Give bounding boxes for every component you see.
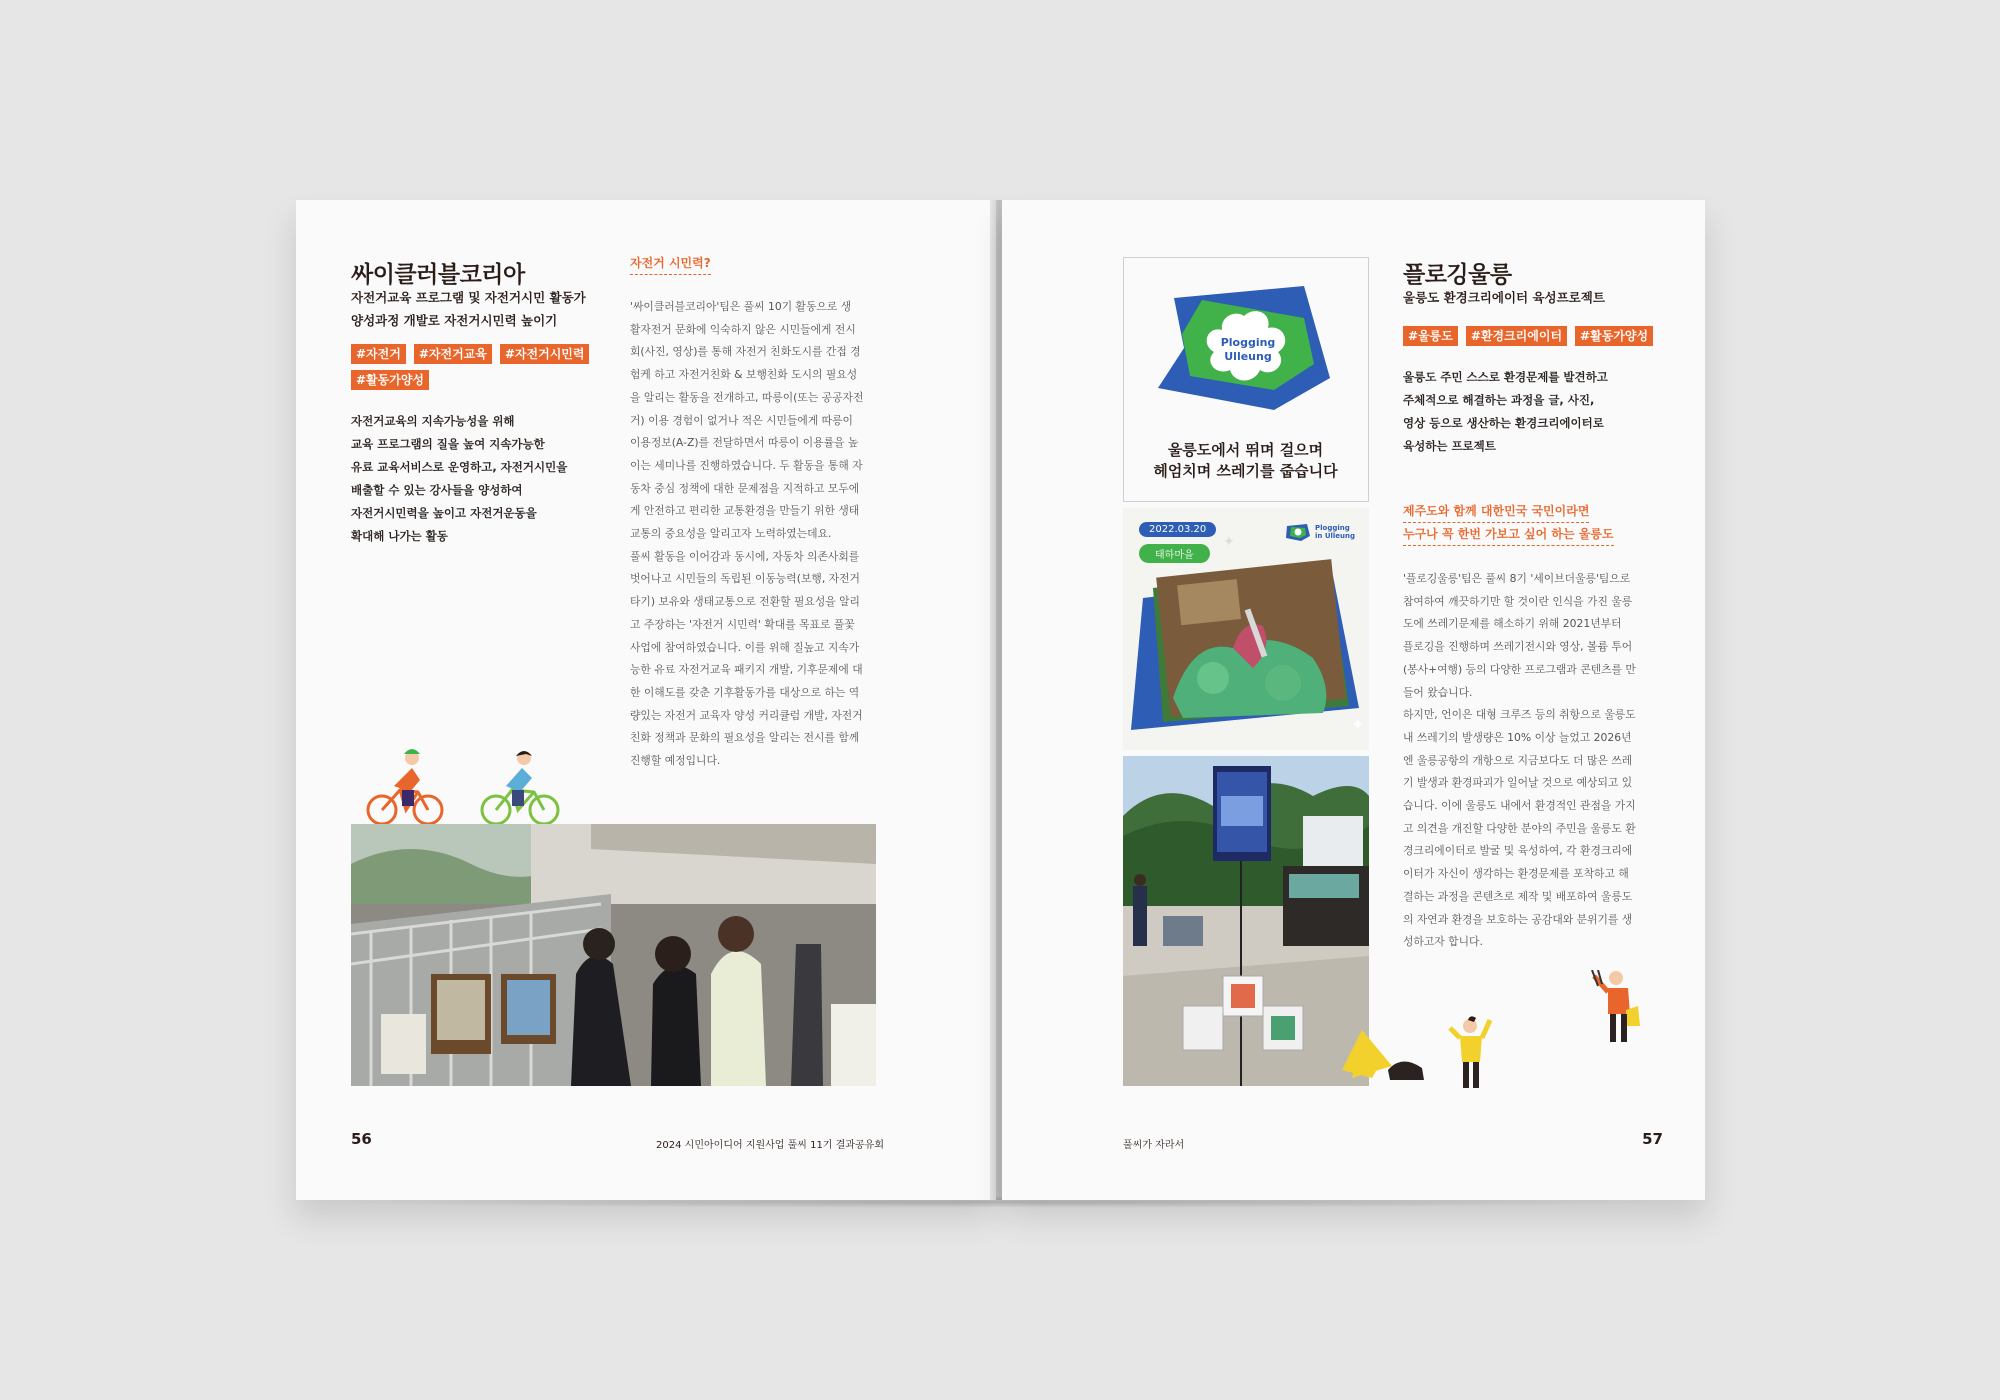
summary-line: 배출할 수 있는 강사들을 양성하여 xyxy=(351,483,523,497)
left-summary xyxy=(351,410,601,548)
logo-text-line: Ulleung xyxy=(1224,350,1272,363)
body-line: 하지만, 언이은 대형 크루즈 등의 취항으로 울릉도 xyxy=(1403,708,1636,722)
plogging-mini-logo xyxy=(1285,522,1311,542)
body-line: 고 주장하는 '자전거 시민력' 확대를 목표로 풀꽃 xyxy=(630,617,855,631)
tag: #활동가양성 xyxy=(351,370,429,390)
body-line: '싸이클러블코리아'팀은 풀씨 10기 활동으로 생 xyxy=(630,300,852,313)
cyclists-illustration xyxy=(366,740,566,826)
body-line: 결하는 과정을 콘텐츠로 제작 및 배포하여 울릉도 xyxy=(1403,889,1633,903)
body-line: 게 안전하고 편리한 교통환경을 만들기 위한 생태 xyxy=(630,504,860,518)
left-body xyxy=(630,296,882,773)
body-line: 험케 하고 자전거친화 & 보행친화 도시의 필요성 xyxy=(630,368,858,382)
summary-line: 육성하는 프로젝트 xyxy=(1403,439,1496,453)
body-line: 성하고자 합니다. xyxy=(1403,935,1483,949)
body-line: 회(사진, 영상)를 통해 자전거 친화도시를 간접 경 xyxy=(630,345,861,359)
right-tags xyxy=(1403,326,1663,346)
body-line: 을 알리는 활동을 전개하고, 따릉이(또는 공공자전 xyxy=(630,390,864,404)
body-line: 이용정보(A-Z)를 전달하면서 따릉이 이용률을 높 xyxy=(630,436,859,450)
page-number: 57 xyxy=(1642,1130,1663,1148)
right-title: 플로깅울릉 xyxy=(1403,262,1512,288)
right-subtitle: 울릉도 환경크리에이터 육성프로젝트 xyxy=(1403,290,1605,305)
svg-text:✦: ✦ xyxy=(1351,715,1365,734)
page-footer: 풀씨가 자라서 xyxy=(1123,1140,1185,1151)
logo-card-caption xyxy=(1124,440,1367,482)
mini-logo-line: in Ulleung xyxy=(1315,532,1356,540)
summary-line: 확대해 나가는 활동 xyxy=(351,529,448,543)
plogging-logo-card xyxy=(1123,257,1369,502)
mini-logo-line: Plogging xyxy=(1315,524,1350,532)
body-line: 경크리에이터로 발굴 및 육성하여, 각 환경크리에 xyxy=(1403,844,1633,858)
summary-line: 유료 교육서비스로 운영하고, 자전거시민을 xyxy=(351,460,568,474)
body-line: 습니다. 이에 울릉도 내에서 환경적인 관점을 가지 xyxy=(1403,799,1636,813)
tag: #울릉도 xyxy=(1403,326,1458,346)
event-booth-photo xyxy=(1123,756,1369,1086)
plogging-ulleung-logo xyxy=(1154,278,1334,418)
photo-date-badge: 2022.03.20 xyxy=(1139,522,1216,537)
body-line: 동차 중심 정책에 대한 문제점을 지적하고 모두에 xyxy=(630,481,860,495)
caption-line: 헤엄치며 쓰레기를 줍습니다 xyxy=(1153,462,1338,480)
right-summary xyxy=(1403,366,1663,458)
body-line: 거) 이용 경험이 없거나 적은 시민들에게 따릉이 xyxy=(630,413,853,427)
body-line: 한 이해도를 갖춘 기후활동가를 대상으로 하는 역 xyxy=(630,685,860,699)
body-line: 고 의견을 개진할 다양한 분야의 주민을 울릉도 환 xyxy=(1403,821,1636,835)
tag: #환경크리에이터 xyxy=(1466,326,1567,346)
svg-text:✦: ✦ xyxy=(1223,534,1235,550)
body-line: 벗어나고 시민들의 독립된 이동능력(보행, 자전거 xyxy=(630,572,860,586)
question-text: 자전거 시민력? xyxy=(630,252,711,275)
right-page xyxy=(1002,200,1705,1200)
plogging-figures-illustration xyxy=(1342,970,1662,1100)
left-page xyxy=(296,200,996,1200)
summary-line: 영상 등으로 생산하는 환경크리에이터로 xyxy=(1403,416,1604,430)
summary-line: 울릉도 주민 스스로 환경문제를 발견하고 xyxy=(1403,370,1608,384)
left-subtitle-line: 자전거교육 프로그램 및 자전거시민 활동가 xyxy=(351,290,586,305)
body-line: 이터가 자신이 생각하는 환경문제를 포착하고 해 xyxy=(1403,867,1629,881)
photo-card-logo xyxy=(1285,522,1355,542)
summary-line: 자전거시민력을 높이고 자전거운동을 xyxy=(351,506,537,520)
body-line: 의 자연과 환경을 보호하는 공감대와 분위기를 생 xyxy=(1403,912,1633,926)
summary-line: 교육 프로그램의 질을 높여 지속가능한 xyxy=(351,437,545,451)
body-line: 내 쓰레기의 발생량은 10% 이상 늘었고 2026년 xyxy=(1403,730,1632,744)
photo-place-badge: 태하마을 xyxy=(1139,544,1210,563)
body-line: 풀씨 활동을 이어감과 동시에, 자동차 의존사회를 xyxy=(630,549,860,563)
body-line: 사업에 참여하였습니다. 이를 위해 질높고 지속가 xyxy=(630,640,860,654)
summary-line: 자전거교육의 지속가능성을 위해 xyxy=(351,414,515,428)
page-number: 56 xyxy=(351,1130,372,1148)
right-question xyxy=(1403,500,1614,546)
body-line: 기 발생과 환경파괴가 일어날 것으로 예상되고 있 xyxy=(1403,776,1633,790)
tag: #활동가양성 xyxy=(1575,326,1653,346)
body-line: 진행할 예정입니다. xyxy=(630,754,721,768)
summary-line: 주체적으로 해결하는 과정을 글, 사진, xyxy=(1403,393,1595,407)
body-line: 참여하여 깨끗하기만 할 것이란 인식을 가진 울릉 xyxy=(1403,594,1633,608)
question-line: 누구나 꼭 한번 가보고 싶어 하는 울릉도 xyxy=(1403,523,1614,546)
mini-logo-text xyxy=(1315,524,1355,540)
body-line: (봉사+여행) 등의 다양한 프로그램과 콘텐츠를 만 xyxy=(1403,662,1636,676)
left-question xyxy=(630,252,711,275)
trash-collection-photo xyxy=(1123,508,1369,750)
page-footer: 2024 시민아이디어 지원사업 풀씨 11기 결과공유회 xyxy=(656,1140,884,1151)
body-line: 활자전거 문화에 익숙하지 않은 시민들에게 전시 xyxy=(630,322,856,336)
body-line: 능한 유료 자전거교육 패키지 개발, 기후문제에 대 xyxy=(630,663,863,677)
body-line: 이는 세미나를 진행하였습니다. 두 활동을 통해 자 xyxy=(630,458,863,472)
body-line: 량있는 자전거 교육자 양성 커리큘럼 개발, 자전거 xyxy=(630,708,863,722)
body-line: 타기) 보유와 생태교통으로 전환할 필요성을 알리 xyxy=(630,595,860,609)
body-line: 플로깅을 진행하며 쓰레기전시와 영상, 볼륨 투어 xyxy=(1403,640,1633,654)
caption-line: 울릉도에서 뛰며 걸으며 xyxy=(1167,441,1324,459)
body-line: 교통의 중요성을 알리고자 노력하였는데요. xyxy=(630,527,832,541)
tag: #자전거교육 xyxy=(414,344,492,364)
left-subtitle-line: 양성과정 개발로 자전거시민력 높이기 xyxy=(351,313,558,328)
left-tags xyxy=(351,344,601,390)
logo-text-line: Plogging xyxy=(1220,336,1276,349)
exhibition-photo xyxy=(351,824,876,1086)
left-title: 싸이클러블코리아 xyxy=(351,262,525,288)
body-line: '플로깅울릉'팀은 풀씨 8기 '세이브더울릉'팀으로 xyxy=(1403,572,1631,585)
tag: #자전거 xyxy=(351,344,406,364)
tag: #자전거시민력 xyxy=(500,344,590,364)
left-subtitle xyxy=(351,286,586,332)
body-line: 엔 울릉공항의 개항으로 지금보다도 더 많은 쓰레 xyxy=(1403,753,1633,767)
question-line: 제주도와 함께 대한민국 국민이라면 xyxy=(1403,500,1589,523)
body-line: 친화 정책과 문화의 필요성을 알리는 전시를 함께 xyxy=(630,731,860,745)
body-line: 도에 쓰레기문제를 해소하기 위해 2021년부터 xyxy=(1403,617,1622,631)
right-body xyxy=(1403,568,1649,954)
body-line: 들어 왔습니다. xyxy=(1403,685,1473,699)
